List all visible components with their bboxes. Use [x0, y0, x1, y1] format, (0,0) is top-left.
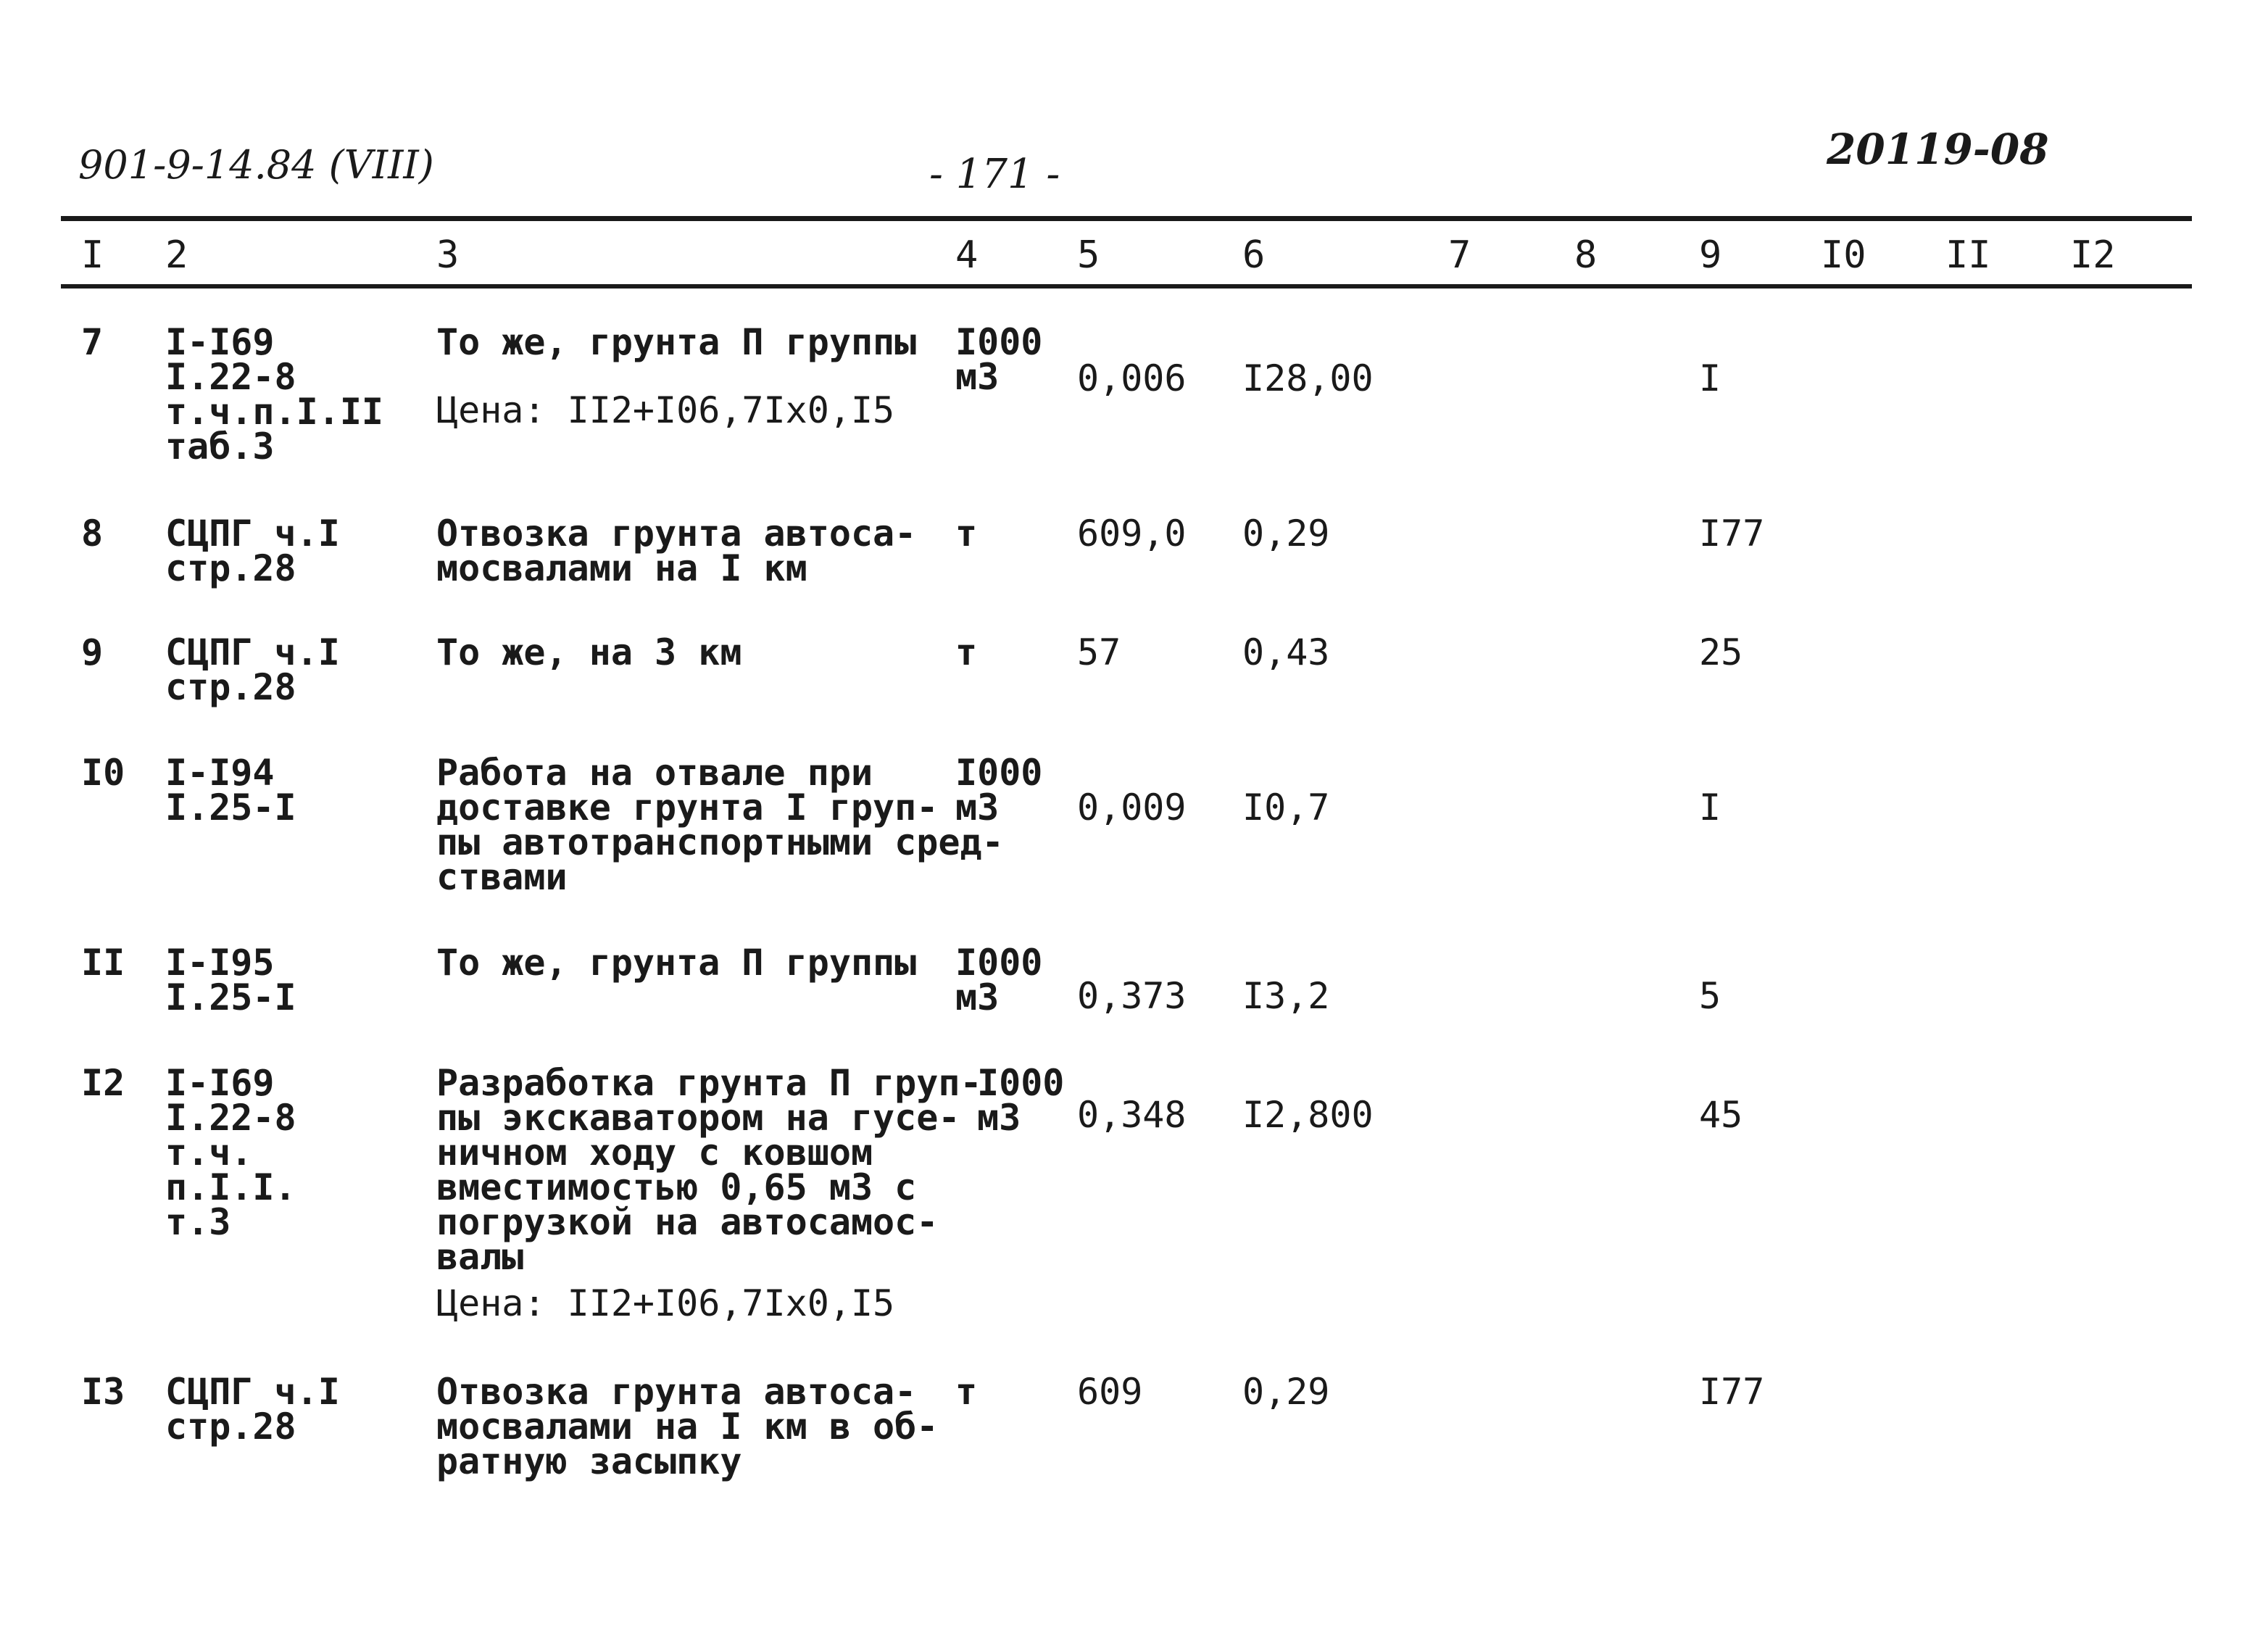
unit-rate: I3,2	[1242, 975, 1330, 1017]
work-description: То же, на 3 км	[436, 631, 742, 673]
quantity: 57	[1077, 631, 1121, 673]
column-header: 6	[1242, 233, 1266, 277]
column-header: I0	[1821, 233, 1866, 277]
norm-code: I-I95 I.25-I	[165, 942, 296, 1018]
quantity: 0,348	[1077, 1094, 1187, 1136]
unit: I000 м3	[955, 752, 1043, 829]
col9-value: I	[1699, 786, 1721, 829]
work-description: То же, грунта П группы	[436, 321, 917, 363]
unit-rate: I0,7	[1242, 786, 1330, 829]
row-number: 8	[81, 512, 104, 555]
column-header: I	[81, 233, 104, 277]
row-number: 9	[81, 631, 104, 673]
document-code: 901-9-14.84 (VIII)	[78, 142, 434, 188]
unit: т	[955, 1371, 978, 1413]
work-description: Работа на отвале при доставке грунта I груп- пы автотранспортными сред- ствами	[436, 752, 1004, 898]
row-number: II	[81, 942, 125, 984]
unit-rate: I28,00	[1242, 357, 1374, 399]
norm-code: СЦПГ ч.I стр.28	[165, 512, 340, 589]
row-number: I2	[81, 1062, 125, 1104]
column-header: 5	[1077, 233, 1100, 277]
unit: т	[955, 631, 978, 673]
column-header: 4	[955, 233, 979, 277]
norm-code: I-I69 I.22-8 т.ч. п.I.I. т.3	[165, 1062, 296, 1243]
column-header: 7	[1448, 233, 1471, 277]
quantity: 0,373	[1077, 975, 1187, 1017]
norm-code: СЦПГ ч.I стр.28	[165, 631, 340, 708]
unit: I000 м3	[955, 942, 1043, 1018]
work-description: То же, грунта П группы	[436, 942, 917, 984]
norm-code: СЦПГ ч.I стр.28	[165, 1371, 340, 1448]
unit-rate: I2,800	[1242, 1094, 1374, 1136]
price-formula: Цена: II2+I06,7Ix0,I5	[436, 1282, 895, 1324]
document-number: 20119-08	[1827, 125, 2049, 174]
column-header: 9	[1699, 233, 1722, 277]
quantity: 609	[1077, 1371, 1143, 1413]
col9-value: 25	[1699, 631, 1743, 673]
col9-value: I77	[1699, 512, 1765, 555]
page-number: - 171 -	[929, 151, 1060, 198]
col9-value: 45	[1699, 1094, 1743, 1136]
column-header: 3	[436, 233, 460, 277]
column-header: II	[1945, 233, 1991, 277]
unit-rate: 0,29	[1242, 512, 1330, 555]
column-header: 2	[165, 233, 188, 277]
unit: I000 м3	[977, 1062, 1065, 1139]
work-description: Отвозка грунта автоса- мосвалами на I км в об- ратную засыпку	[436, 1371, 939, 1482]
price-formula: Цена: II2+I06,7Ix0,I5	[436, 389, 895, 431]
top-rule	[61, 216, 2192, 221]
row-number: I0	[81, 752, 125, 794]
quantity: 609,0	[1077, 512, 1187, 555]
unit: I000 м3	[955, 321, 1043, 398]
row-number: I3	[81, 1371, 125, 1413]
quantity: 0,009	[1077, 786, 1187, 829]
column-header: I2	[2070, 233, 2116, 277]
norm-code: I-I94 I.25-I	[165, 752, 296, 829]
row-number: 7	[81, 321, 104, 363]
quantity: 0,006	[1077, 357, 1187, 399]
col9-value: 5	[1699, 975, 1721, 1017]
column-header: 8	[1574, 233, 1598, 277]
col9-value: I77	[1699, 1371, 1765, 1413]
unit: т	[955, 512, 978, 555]
unit-rate: 0,29	[1242, 1371, 1330, 1413]
norm-code: I-I69 I.22-8 т.ч.п.I.II таб.3	[165, 321, 384, 468]
header-rule	[61, 284, 2192, 289]
col9-value: I	[1699, 357, 1721, 399]
unit-rate: 0,43	[1242, 631, 1330, 673]
work-description: Разработка грунта П груп- пы экскаватором на гусе- ничном ходу с ковшом вместимостью 0,65 м3 с погрузкой на автосамос- валы	[436, 1062, 982, 1278]
work-description: Отвозка грунта автоса- мосвалами на I км	[436, 512, 917, 589]
